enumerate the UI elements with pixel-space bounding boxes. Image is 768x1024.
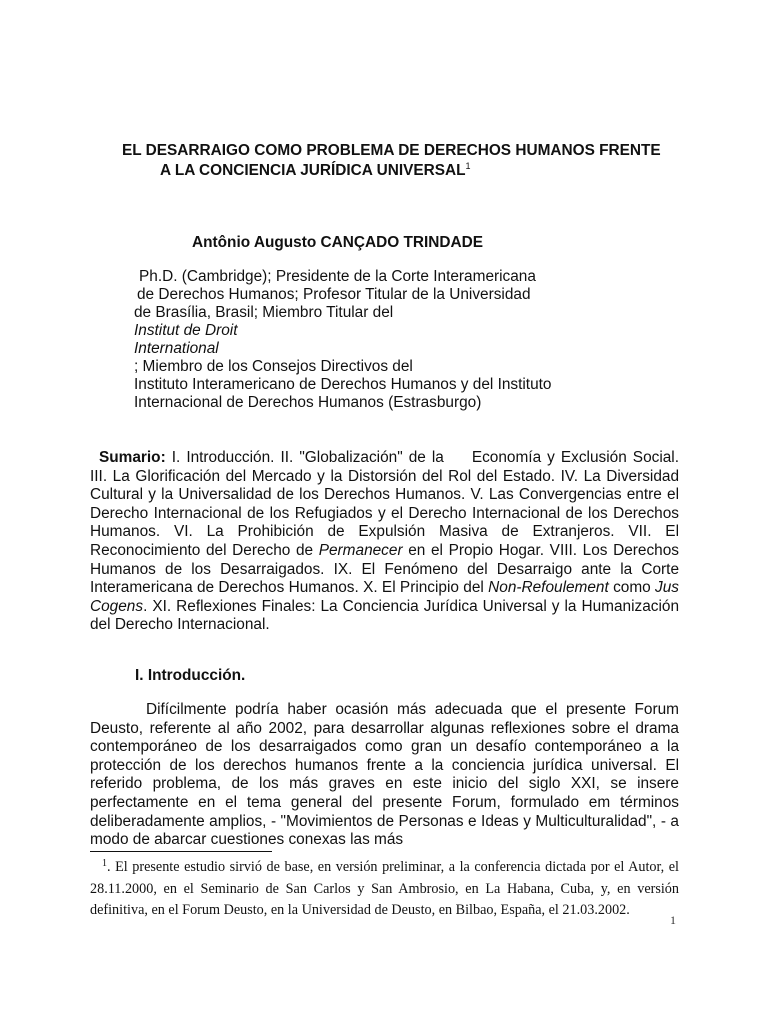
summary-paragraph — [90, 449, 679, 635]
document-title — [122, 141, 682, 181]
footnote-mark: 1 — [102, 858, 107, 869]
footnote-text: . El presente estudio sirvió de base, en versión preliminar, a la conferencia dictada por el Autor, el 28.11.2000, en el Seminario de San Carlos y San Ambrosio, en La Habana, Cuba, y, en versión definitiva, en el Forum Deusto, en la Universidad de Deusto, en Bilbao, España, el 21.03.2002. — [90, 859, 679, 918]
title-line-2-text: A LA CONCIENCIA JURÍDICA UNIVERSAL — [160, 162, 466, 179]
affiliation-line-3-text: de Brasília, Brasil; Miembro Titular del — [134, 304, 394, 321]
title-footnote-ref[interactable]: 1 — [465, 161, 471, 171]
affiliation-line-4 — [134, 340, 554, 376]
summary-part-3: en el Propio Hogar. VIII. Los Derechos Humanos de los Desarraigados. IX. El Fenómeno del Desarraigo ante la Corte Interamericana de Derechos Humanos. X. El Principio del — [90, 541, 679, 597]
summary-part-5: . XI. Reflexiones Finales: La Conciencia Jurídica Universal y la Humanización del Derecho Internacional. — [90, 597, 679, 634]
summary-part-1: I. Introducción. II. "Globalización" de la — [165, 449, 444, 466]
affiliation-line-2: de Derechos Humanos; Profesor Titular de la Universidad — [137, 286, 531, 303]
affiliation-line-6: Internacional de Derechos Humanos (Estrasburgo) — [134, 394, 482, 411]
footnote-separator — [90, 851, 272, 852]
affiliation-international: International — [134, 340, 219, 357]
author-affiliation — [134, 268, 554, 412]
title-line-1: EL DESARRAIGO COMO PROBLEMA DE DERECHOS HUMANOS FRENTE — [122, 142, 661, 159]
summary-part-2: Economía y Exclusión Social. III. La Glorificación del Mercado y la Distorsión del Rol del Estado. IV. La Diversidad Cultural y la Universalidad de los Derechos Humanos. V. Las Convergencias entre el Derecho Internacional de los Refugiados y el Derecho Internacional de los Derechos Humanos. VI. La Prohibición de Expulsión Masiva de Extranjeros. VII. El Reconocimiento del Derecho de — [90, 449, 680, 559]
author-name: Antônio Augusto CANÇADO TRINDADE — [192, 234, 483, 251]
summary-italic-permanecer: Permanecer — [318, 541, 403, 559]
summary-italic-jus-cogens: Jus Cogens — [90, 579, 679, 615]
footnote — [90, 857, 679, 922]
title-line-2 — [122, 161, 682, 181]
section-heading: I. Introducción. — [135, 667, 246, 684]
affiliation-institut-name: Institut de Droit — [134, 322, 238, 339]
affiliation-line-4-text: ; Miembro de los Consejos Directivos del — [134, 358, 413, 375]
introduction-paragraph — [90, 701, 679, 850]
summary-part-4: como — [608, 579, 656, 597]
summary-label: Sumario: — [99, 449, 166, 466]
affiliation-line-1: Ph.D. (Cambridge); Presidente de la Corte Interamericana — [139, 268, 536, 285]
summary-italic-non-refoulement: Non-Refoulement — [488, 579, 609, 597]
affiliation-line-5: Instituto Interamericano de Derechos Humanos y del Instituto — [134, 376, 552, 393]
affiliation-line-3 — [134, 304, 554, 340]
introduction-text: Difícilmente podría haber ocasión más adecuada que el presente Forum Deusto, referente al año 2002, para desarrollar algunas reflexiones sobre el drama contemporáneo de los desarraigados como gran un desafío contemporáneo a la protección de los derechos humanos frente a la conciencia jurídica universal. El referido problema, de los más graves en este inicio del siglo XXI, se insere perfectamente en el tema general del presente Forum, formulado em términos deliberadamente amplios, - "Movimientos de Personas e Ideas y Multiculturalidad", - a modo de abarcar cuestiones conexas las más — [90, 701, 679, 849]
page-number: 1 — [670, 913, 676, 927]
